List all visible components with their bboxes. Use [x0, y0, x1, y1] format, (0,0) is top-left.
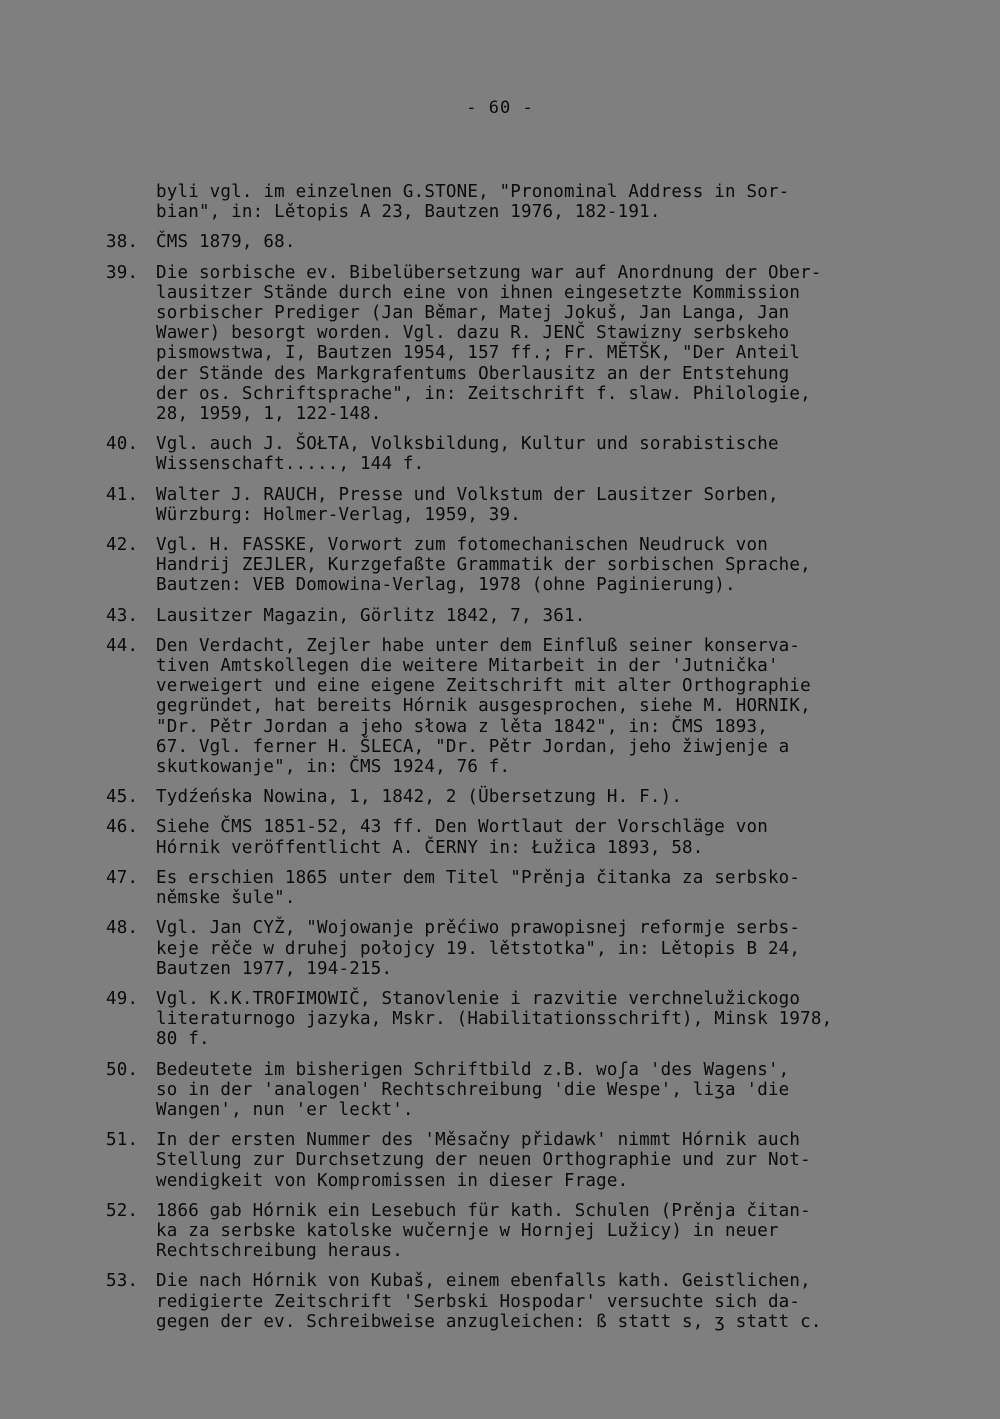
footnote-line: "Dr. Pětr Jordan a jeho słowa z lěta 1842", in: ČMS 1893,: [156, 716, 768, 737]
footnote-line: němske šule".: [156, 888, 296, 909]
footnote-line: lausitzer Stände durch eine von ihnen eingesetzte Kommission: [156, 282, 801, 303]
footnote-line: Vgl. H. FASSKE, Vorwort zum fotomechanischen Neudruck von: [156, 535, 768, 556]
footnote-line: Wissenschaft....., 144 f.: [156, 454, 425, 475]
footnote-line: bian", in: Lětopis A 23, Bautzen 1976, 182-191.: [156, 202, 661, 223]
footnote-line: Lausitzer Magazin, Görlitz 1842, 7, 361.: [156, 605, 586, 626]
footnote-text: [156, 1201, 906, 1262]
footnote-line: so in der 'analogen' Rechtschreibung 'die Wespe', liʒa 'die: [156, 1079, 790, 1100]
footnote: [106, 989, 906, 1050]
footnote-line: Bautzen: VEB Domowina-Verlag, 1978 (ohne Paginierung).: [156, 575, 736, 596]
footnote-line: verweigert und eine eigene Zeitschrift mit alter Orthographie: [156, 676, 811, 697]
footnote-line: skutkowanje", in: ČMS 1924, 76 f.: [156, 757, 511, 778]
footnote: [106, 434, 906, 474]
footnote-line: ČMS 1879, 68.: [156, 232, 296, 253]
footnote-line: Vgl. auch J. ŠOŁTA, Volksbildung, Kultur und sorabistische: [156, 434, 779, 455]
footnote-number: 43.: [106, 605, 139, 626]
footnote-line: Wawer) besorgt worden. Vgl. dazu R. JENČ Stawizny serbskeho: [156, 323, 790, 344]
footnote-text: [156, 636, 906, 777]
footnote: [106, 232, 906, 252]
footnote-text: [156, 606, 906, 626]
page-number: - 60 -: [466, 98, 534, 118]
footnote-number: 41.: [106, 484, 139, 505]
footnote-line: Rechtschreibung heraus.: [156, 1241, 403, 1262]
footnote-line: tiven Amtskollegen die weitere Mitarbeit in der 'Jutnička': [156, 656, 779, 677]
footnote: [106, 636, 906, 777]
footnote-line: Bedeutete im bisherigen Schriftbild z.B. woʃa 'des Wagens',: [156, 1059, 790, 1080]
footnote-line: pismowstwa, I, Bautzen 1954, 157 ff.; Fr. MĚTŠK, "Der Anteil: [156, 343, 801, 364]
footnote-text: [156, 787, 906, 807]
footnote-number: 53.: [106, 1271, 139, 1292]
footnote-number: 45.: [106, 787, 139, 808]
footnote-text: [156, 535, 906, 596]
footnote-text: [156, 263, 906, 425]
footnote-number: 40.: [106, 434, 139, 455]
footnote-continuation: [106, 182, 906, 222]
footnote-line: wendigkeit von Kompromissen in dieser Frage.: [156, 1170, 629, 1191]
footnote-line: Wangen', nun 'er leckt'.: [156, 1099, 414, 1120]
footnote-text: [156, 817, 906, 857]
footnote-line: 1866 gab Hórnik ein Lesebuch für kath. Schulen (Prěnja čitan-: [156, 1200, 811, 1221]
footnote-line: Es erschien 1865 unter dem Titel "Prěnja čitanka za serbsko-: [156, 867, 801, 888]
footnote-text: [156, 1130, 906, 1191]
footnote-number: 47.: [106, 867, 139, 888]
footnote: [106, 787, 906, 807]
footnote-line: Handrij ZEJLER, Kurzgefaßte Grammatik der sorbischen Sprache,: [156, 555, 811, 576]
footnote: [106, 817, 906, 857]
footnote-text: [156, 182, 906, 222]
footnote: [106, 485, 906, 525]
footnote-line: 80 f.: [156, 1029, 210, 1050]
footnote-number: 46.: [106, 817, 139, 838]
footnote-number: 38.: [106, 232, 139, 253]
footnote-number: 49.: [106, 988, 139, 1009]
footnotes: [106, 182, 906, 1342]
footnote-number: 44.: [106, 635, 139, 656]
footnote-number: 39.: [106, 262, 139, 283]
footnote-line: In der ersten Nummer des 'Měsačny přidawk' nimmt Hórnik auch: [156, 1130, 801, 1151]
footnote-line: Tydźeńska Nowina, 1, 1842, 2 (Übersetzung H. F.).: [156, 787, 683, 808]
footnote: [106, 1271, 906, 1332]
footnote-line: sorbischer Prediger (Jan Běmar, Matej Jokuš, Jan Langa, Jan: [156, 303, 790, 324]
footnote-number: 52.: [106, 1200, 139, 1221]
footnote: [106, 263, 906, 425]
footnote-line: der os. Schriftsprache", in: Zeitschrift f. slaw. Philologie,: [156, 383, 811, 404]
footnote-line: ka za serbske katolske wučernje w Hornjej Lužicy) in neuer: [156, 1220, 779, 1241]
footnote-text: [156, 1060, 906, 1121]
footnote-text: [156, 1271, 906, 1332]
footnote-line: Würzburg: Holmer-Verlag, 1959, 39.: [156, 504, 522, 525]
footnote-line: redigierte Zeitschrift 'Serbski Hospodar' versuchte sich da-: [156, 1291, 801, 1312]
footnote: [106, 1201, 906, 1262]
footnote: [106, 1130, 906, 1191]
footnote-text: [156, 485, 906, 525]
footnote-text: [156, 232, 906, 252]
footnote-number: 51.: [106, 1130, 139, 1151]
footnote-line: Den Verdacht, Zejler habe unter dem Einfluß seiner konserva-: [156, 635, 801, 656]
footnote-number: 42.: [106, 535, 139, 556]
footnote-line: Siehe ČMS 1851-52, 43 ff. Den Wortlaut der Vorschläge von: [156, 817, 768, 838]
footnote-text: [156, 434, 906, 474]
footnote: [106, 1060, 906, 1121]
footnote-line: keje rěče w druhej połojcy 19. lětstotka", in: Lětopis B 24,: [156, 938, 801, 959]
footnote-number: 48.: [106, 918, 139, 939]
footnote-line: literaturnogo jazyka, Mskr. (Habilitationsschrift), Minsk 1978,: [156, 1009, 833, 1030]
footnote-line: 67. Vgl. ferner H. ŠLECA, "Dr. Pětr Jordan, jeho žiwjenje a: [156, 736, 790, 757]
footnote-text: [156, 918, 906, 979]
footnote: [106, 535, 906, 596]
footnote-line: gegen der ev. Schreibweise anzugleichen: ß statt s, ʒ statt c.: [156, 1311, 822, 1332]
footnote-line: gegründet, hat bereits Hórnik ausgesprochen, siehe M. HORNIK,: [156, 696, 811, 717]
footnote-text: [156, 868, 906, 908]
footnote: [106, 868, 906, 908]
footnote-line: byli vgl. im einzelnen G.STONE, "Pronominal Address in Sor-: [156, 182, 790, 202]
footnote: [106, 918, 906, 979]
footnote-line: Bautzen 1977, 194-215.: [156, 958, 393, 979]
footnote-line: Stellung zur Durchsetzung der neuen Orthographie und zur Not-: [156, 1150, 811, 1171]
footnote-line: Vgl. K.K.TROFIMOWIČ, Stanovlenie i razvitie verchnelužickogo: [156, 988, 801, 1009]
footnote-line: Hórnik veröffentlicht A. ČERNY in: Łužica 1893, 58.: [156, 837, 704, 858]
footnote-line: Die sorbische ev. Bibelübersetzung war auf Anordnung der Ober-: [156, 262, 822, 283]
footnote-line: Walter J. RAUCH, Presse und Volkstum der Lausitzer Sorben,: [156, 484, 779, 505]
footnote-line: der Stände des Markgrafentums Oberlausitz an der Entstehung: [156, 363, 790, 384]
footnote-text: [156, 989, 906, 1050]
footnote-line: Die nach Hórnik von Kubaš, einem ebenfalls kath. Geistlichen,: [156, 1271, 811, 1292]
footnote-number: 50.: [106, 1059, 139, 1080]
footnote-line: 28, 1959, 1, 122-148.: [156, 404, 382, 425]
footnote: [106, 606, 906, 626]
footnote-line: Vgl. Jan CYŽ, "Wojowanje prěćiwo prawopisnej reformje serbs-: [156, 918, 801, 939]
